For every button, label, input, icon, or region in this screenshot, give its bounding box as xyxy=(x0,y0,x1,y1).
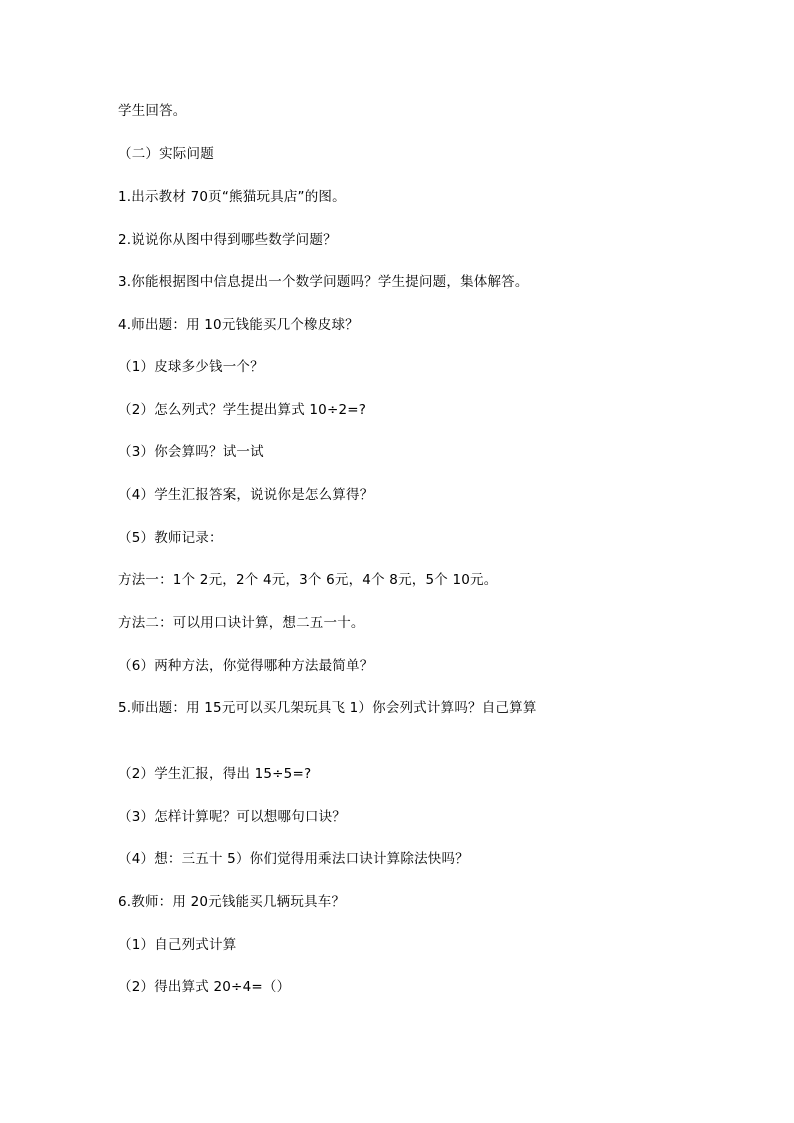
text-line: （3）你会算吗？试一试 xyxy=(118,444,264,460)
text-line: 4.师出题：用 10元钱能买几个橡皮球？ xyxy=(118,317,359,333)
text-line: 学生回答。 xyxy=(118,103,187,119)
text-line: 6.教师：用 20元钱能买几辆玩具车？ xyxy=(118,894,346,910)
text-line: （1）自己列式计算 xyxy=(118,937,237,953)
section-heading: （二）实际问题 xyxy=(118,146,214,162)
text-line: （1）皮球多少钱一个？ xyxy=(118,359,264,375)
text-line: （2）怎么列式？学生提出算式 10÷2=? xyxy=(118,402,367,418)
text-line: （4）学生汇报答案，说说你是怎么算得？ xyxy=(118,487,374,503)
text-line: 3.你能根据图中信息提出一个数学问题吗？学生提问题，集体解答。 xyxy=(118,274,529,290)
text-line: （2）得出算式 20÷4=（） xyxy=(118,979,291,995)
text-line: 方法二：可以用口诀计算，想二五一十。 xyxy=(118,615,365,631)
text-line: 方法一：1个 2元，2个 4元，3个 6元，4个 8元，5个 10元。 xyxy=(118,572,498,588)
text-line: 5.师出题：用 15元可以买几架玩具飞 1）你会列式计算吗？自己算算 xyxy=(118,700,537,716)
text-line: 1.出示教材 70页“熊猫玩具店”的图。 xyxy=(118,189,346,205)
text-line: 2.说说你从图中得到哪些数学问题？ xyxy=(118,232,337,248)
text-line: （5）教师记录： xyxy=(118,530,223,546)
text-line: （2）学生汇报，得出 15÷5=? xyxy=(118,766,312,782)
text-line: （4）想：三五十 5）你们觉得用乘法口诀计算除法快吗？ xyxy=(118,851,469,867)
text-line: （3）怎样计算呢？可以想哪句口诀？ xyxy=(118,809,346,825)
text-line: （6）两种方法，你觉得哪种方法最简单？ xyxy=(118,658,374,674)
